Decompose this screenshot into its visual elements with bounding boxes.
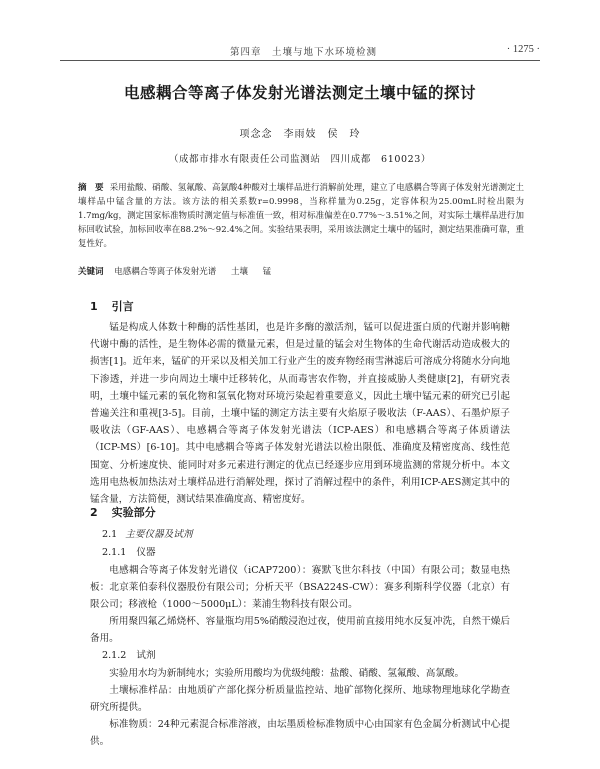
standard-substance-paragraph: 标准物质：24种元素混合标准溶液，由坛墨质检标准物质中心由国家有色金属分析测试中心提供。 — [90, 719, 510, 747]
keyword: 土壤 — [230, 267, 248, 277]
subsubsection-title: 仪器 — [136, 547, 156, 558]
authors: 项念念 李雨妓 侯 玲 — [239, 129, 361, 140]
subsubsection-title: 试剂 — [136, 650, 156, 661]
section-number: 1 — [90, 300, 98, 313]
subsubsection-number: 2.1.2 — [102, 650, 127, 661]
soil-standard-paragraph: 土壤标准样品：由地质矿产部化探分析质量监控站、地矿部物化探所、地球物理地球化学勘查研究所提供。 — [90, 685, 510, 713]
running-head-chapter: 第四章 土壤与地下水环境检测 — [230, 47, 378, 58]
intro-paragraph: 锰是构成人体数十种酶的活性基团，也是许多酶的激活剂，锰可以促进蛋白质的代谢并影响糖代谢中酶的活性，是生物体必需的微量元素，但是过量的锰会对生物体的生命代谢活动造成极大的损害[1]。近年来，锰矿的开采以及相关加工行业产生的废弃物经雨雪淋滤后可溶成分将随水分向地下渗透，并进一步向周边土壤中迁移转化，从而毒害农作物，并直接威胁人类健康[2]，有研究表明，土壤中锰元素的氧化物和氢氧化物对环境污染起着重要意义，因此土壤中锰元素的研究已引起普遍关注和重视[3-5]。目前，土壤中锰的测定方法主要有火焰原子吸收法（F-AAS）、石墨炉原子吸收法（GF-AAS）、电感耦合等离子体发射光谱法（ICP-AES）和电感耦合等离子体质谱法（ICP-MS）[6-10]。其中电感耦合等离子体发射光谱法以检出限低、准确度及精密度高、线性范围宽、分析速度快、能同时对多元素进行测定的优点已经逐步应用到环境监测的常规分析中。本文选用电热板加热法对土壤样品进行消解处理，探讨了消解过程中的条件，利用ICP-AES测定其中的锰含量，方法简便，测试结果准确度高、精密度好。 — [90, 322, 510, 506]
keywords — [78, 265, 524, 277]
keyword: 锰 — [262, 267, 272, 277]
paper-title: 电感耦合等离子体发射光谱法测定土壤中锰的探讨 — [123, 84, 476, 102]
subsection-title: 主要仪器及试剂 — [125, 529, 193, 540]
section-number: 2 — [90, 506, 98, 519]
abstract — [78, 181, 524, 251]
running-head — [60, 44, 540, 61]
section-title: 实验部分 — [111, 506, 156, 519]
keyword: 电感耦合等离子体发射光谱 — [114, 267, 217, 277]
instruments-paragraph: 电感耦合等离子体发射光谱仪（iCAP7200）：赛默飞世尔科技（中国）有限公司；数显电热板：北京莱伯泰科仪器股份有限公司；分析天平（BSA224S-CW）：赛多利斯科学仪器（北京）有限公司；移液枪（1000～5000μL）：莱浦生物科技有限公司。 — [90, 565, 510, 610]
subsection-heading — [102, 526, 192, 540]
section-heading-intro — [90, 298, 134, 314]
page-number: · 1275 · — [506, 44, 540, 55]
subsubsection-number: 2.1.1 — [102, 547, 127, 558]
section-title: 引言 — [111, 300, 134, 313]
reagents-paragraph: 实验用水均为新制纯水；实验所用酸均为优级纯酸：盐酸、硝酸、氢氟酸、高氯酸。 — [109, 668, 465, 679]
subsection-number: 2.1 — [102, 529, 118, 540]
subsubsection-heading — [102, 647, 156, 661]
abstract-label: 摘 要 — [78, 183, 104, 193]
subsubsection-heading — [102, 544, 156, 558]
keywords-label: 关键词 — [78, 267, 104, 277]
glassware-paragraph: 所用聚四氟乙烯烧杯、容量瓶均用5%硝酸浸泡过夜，使用前直接用纯水反复冲洗，自然干燥后备用。 — [90, 616, 510, 644]
section-heading-experimental — [90, 504, 156, 520]
affiliation: （成都市排水有限责任公司监测站 四川成都 610023） — [168, 154, 432, 165]
abstract-text: 采用盐酸、硝酸、氢氟酸、高氯酸4种酸对土壤样品进行消解前处理，建立了电感耦合等离子体发射光谱测定土壤样品中锰含量的方法。该方法的相关系数r=0.9998，当称样量为0.25g，定容体积为25.00mL时检出限为1.7mg/kg，测定国家标准物质时测定值与标准值一致，相对标准偏差在0.77%～3.51%之间，对实际土壤样品进行加标回收试验，加标回收率在88.2%～92.4%之间。实验结果表明，采用该法测定土壤中的锰时，测定结果准确可靠，重复性好。 — [78, 183, 524, 249]
